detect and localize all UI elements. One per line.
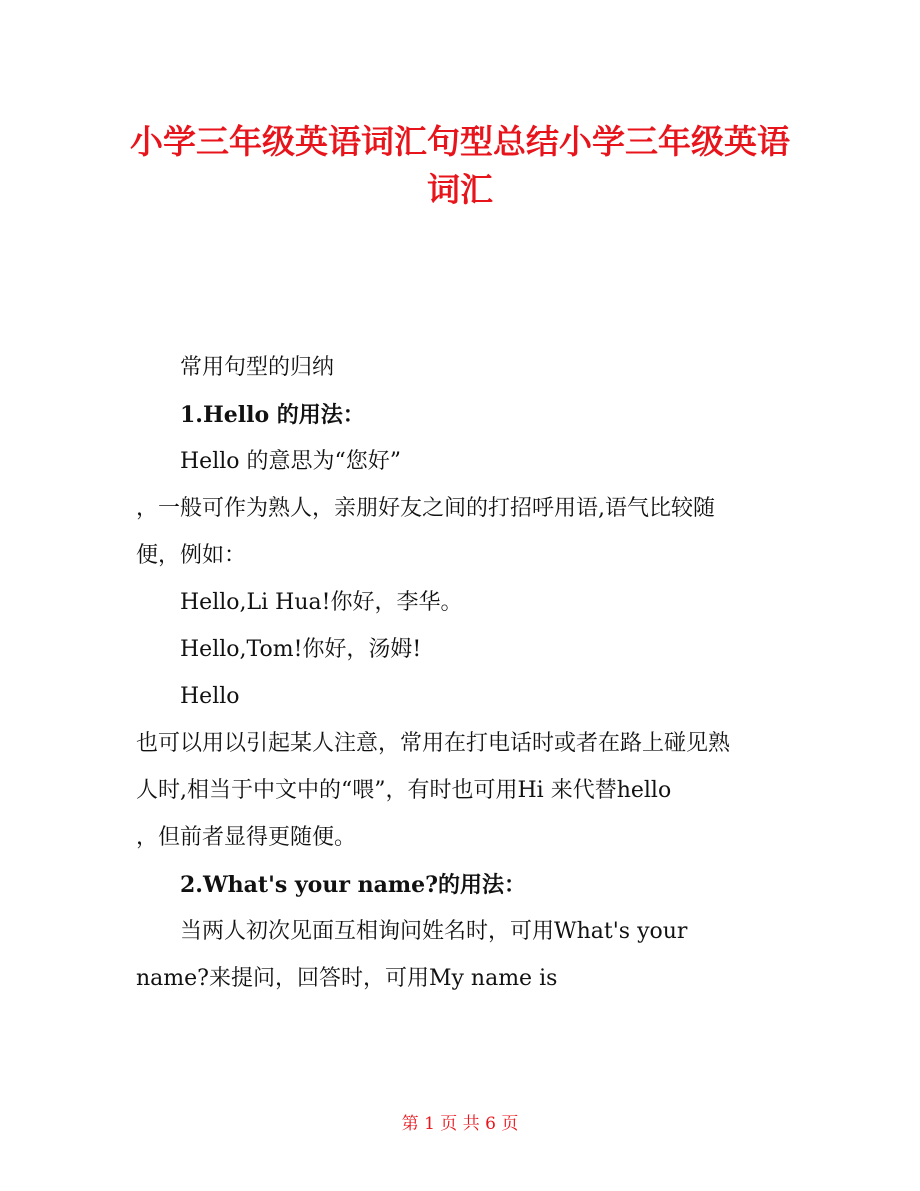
- body-line: 人时,相当于中文中的“喂”，有时也可用Hi 来代替hello: [136, 778, 672, 803]
- body-line: 也可以用以引起某人注意，常用在打电话时或者在路上碰见熟: [136, 731, 731, 756]
- body-line: Hello: [180, 684, 240, 709]
- section-heading: 常用句型的归纳: [180, 355, 335, 380]
- body-line: ，但前者显得更随便。: [136, 825, 357, 850]
- body-line: Hello 的意思为“您好”: [180, 449, 402, 474]
- page-title: [0, 118, 920, 214]
- example-line: Hello,Li Hua!你好，李华。: [180, 590, 463, 615]
- title-line-1: 小学三年级英语词汇句型总结小学三年级英语: [130, 122, 790, 161]
- body-line: ，一般可作为熟人，亲朋好友之间的打招呼用语,语气比较随: [136, 496, 715, 521]
- subheading-hello-usage: 1.Hello 的用法：: [180, 402, 365, 428]
- body-line: name?来提问，回答时，可用My name is: [136, 966, 558, 991]
- subheading-whats-your-name-usage: 2.What's your name?的用法：: [180, 872, 526, 898]
- body-line: 当两人初次见面互相询问姓名时，可用What's your: [180, 919, 688, 944]
- example-line: Hello,Tom!你好，汤姆!: [180, 637, 422, 662]
- title-line-2: 词汇: [427, 170, 493, 209]
- page-footer: 第 1 页 共 6 页: [401, 1114, 519, 1134]
- body-line: 便，例如：: [136, 543, 247, 568]
